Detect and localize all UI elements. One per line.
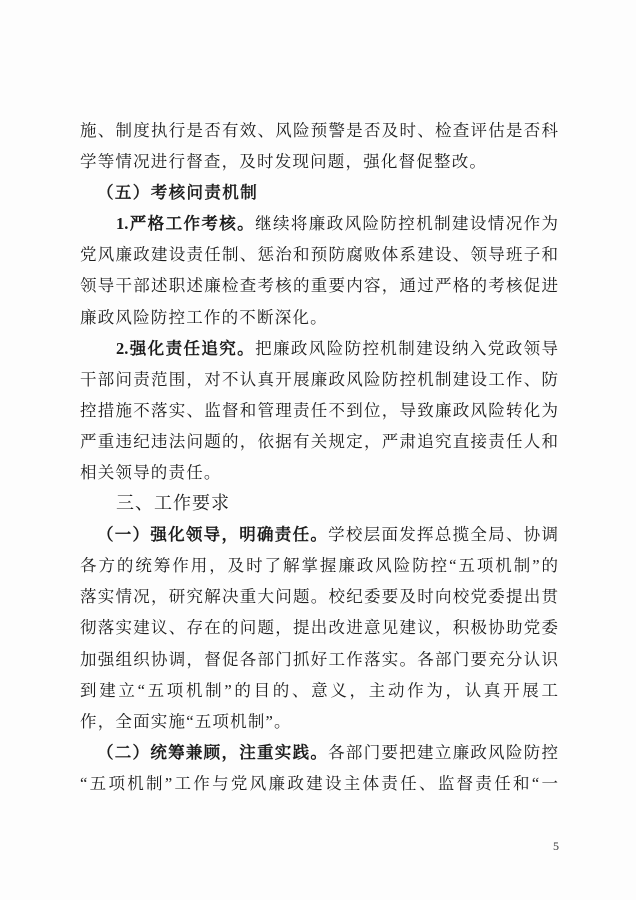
- body-line: 各方的统筹作用，及时了解掌握廉政风险防控“五项机制”的: [80, 556, 558, 575]
- paragraph-text: 各部门要把建立廉政风险防控: [328, 743, 559, 762]
- body-line: 相关领导的责任。: [80, 463, 222, 482]
- section-heading: （五）考核问责机制: [97, 183, 259, 202]
- paragraph-text: 把廉政风险防控机制建设纳入党政领导: [255, 339, 559, 358]
- body-line: 廉政风险防控工作的不断深化。: [80, 308, 328, 327]
- page-number: 5: [553, 839, 559, 853]
- body-line: 干部问责范围，对不认真开展廉政风险防控机制建设工作、防: [80, 370, 558, 389]
- body-line: 加强组织协调，督促各部门抓好工作落实。各部门要充分认识: [80, 650, 558, 669]
- body-line: 落实情况，研究解决重大问题。校纪委要及时向校党委提出贯: [80, 587, 558, 606]
- body-line: 作，全面实施“五项机制”。: [80, 712, 292, 731]
- paragraph-first-line: [116, 338, 558, 360]
- body-line: 严重违纪违法问题的，依据有关规定，严肃追究直接责任人和: [80, 432, 558, 451]
- paragraph-text: 继续将廉政风险防控机制建设情况作为: [255, 214, 559, 233]
- body-line: 到建立“五项机制”的目的、意义，主动作为，认真开展工: [80, 681, 558, 700]
- body-line: 学等情况进行督查，及时发现问题，强化督促整改。: [80, 152, 488, 171]
- paragraph-text: 学校层面发挥总揽全局、协调: [328, 525, 559, 544]
- part-heading: 三、工作要求: [116, 493, 230, 514]
- paragraph-first-line: [116, 213, 558, 235]
- paragraph-lead: （一）强化领导，明确责任。: [97, 525, 329, 544]
- body-line: 彻落实建议、存在的问题，提出改进意见建议，积极协助党委: [80, 618, 558, 637]
- body-line: “五项机制”工作与党风廉政建设主体责任、监督责任和“一: [80, 774, 558, 793]
- paragraph-lead: （二）统筹兼顾，注重实践。: [97, 743, 329, 762]
- body-line: 施、制度执行是否有效、风险预警是否及时、检查评估是否科: [80, 121, 558, 140]
- paragraph-lead: 2.强化责任追究。: [116, 339, 256, 358]
- paragraph-first-line: [97, 524, 558, 546]
- body-line: 领导干部述职述廉检查考核的重要内容，通过严格的考核促进: [80, 276, 558, 295]
- body-line: 党风廉政建设责任制、惩治和预防腐败体系建设、领导班子和: [80, 245, 558, 264]
- body-line: 控措施不落实、监督和管理责任不到位，导致廉政风险转化为: [80, 401, 558, 420]
- paragraph-lead: 1.严格工作考核。: [116, 214, 256, 233]
- paragraph-first-line: [97, 742, 558, 764]
